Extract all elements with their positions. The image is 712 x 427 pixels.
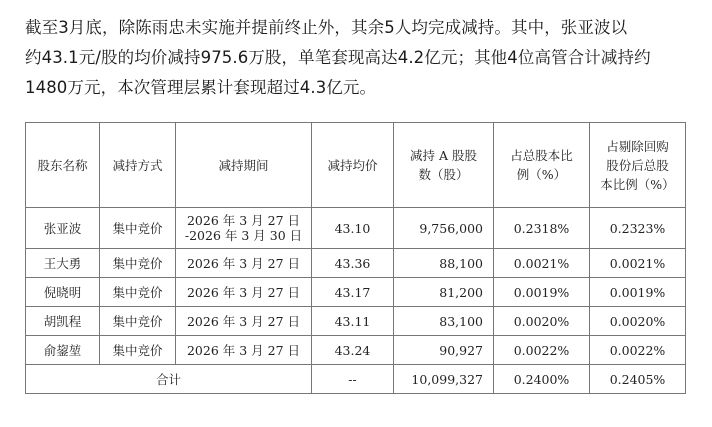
cell-ratio: 0.0019% (494, 278, 590, 307)
reduction-table-container (25, 122, 685, 394)
cell-total-label: 合计 (26, 365, 312, 394)
header-shareholder-name: 股东名称 (26, 123, 100, 208)
cell-total-adjusted-ratio: 0.2405% (590, 365, 686, 394)
table-header-row (26, 123, 686, 208)
header-adjusted-ratio: 占剔除回购 股份后总股 本比例（%） (590, 123, 686, 208)
cell-ratio: 0.0022% (494, 336, 590, 365)
table-total-row (26, 365, 686, 394)
cell-adjusted-ratio: 0.0020% (590, 307, 686, 336)
cell-adjusted-ratio: 0.0022% (590, 336, 686, 365)
cell-shares: 81,200 (394, 278, 494, 307)
cell-adjusted-ratio: 0.0019% (590, 278, 686, 307)
cell-adjusted-ratio: 0.2323% (590, 208, 686, 249)
cell-shares: 83,100 (394, 307, 494, 336)
cell-price: 43.11 (312, 307, 394, 336)
cell-period: 2026 年 3 月 27 日 (176, 307, 312, 336)
shareholding-reduction-table (25, 122, 686, 394)
table-row (26, 278, 686, 307)
table-row (26, 208, 686, 249)
cell-shares: 90,927 (394, 336, 494, 365)
header-reduction-method: 减持方式 (100, 123, 176, 208)
table-row (26, 307, 686, 336)
header-total-share-ratio: 占总股本比 例（%） (494, 123, 590, 208)
cell-shares: 9,756,000 (394, 208, 494, 249)
cell-method: 集中竞价 (100, 249, 176, 278)
cell-method: 集中竞价 (100, 278, 176, 307)
cell-price: 43.36 (312, 249, 394, 278)
cell-name: 张亚波 (26, 208, 100, 249)
cell-price: 43.17 (312, 278, 394, 307)
cell-method: 集中竞价 (100, 307, 176, 336)
table-row (26, 336, 686, 365)
cell-method: 集中竞价 (100, 208, 176, 249)
cell-name: 俞鋆堃 (26, 336, 100, 365)
table-row (26, 249, 686, 278)
cell-name: 胡凯程 (26, 307, 100, 336)
cell-ratio: 0.0020% (494, 307, 590, 336)
cell-period: 2026 年 3 月 27 日 -2026 年 3 月 30 日 (176, 208, 312, 249)
cell-name: 王大勇 (26, 249, 100, 278)
cell-adjusted-ratio: 0.0021% (590, 249, 686, 278)
cell-period: 2026 年 3 月 27 日 (176, 278, 312, 307)
header-average-price: 减持均价 (312, 123, 394, 208)
paragraph-line-2: 约43.1元/股的均价减持975.6万股，单笔套现高达4.2亿元；其他4位高管合计减持约 (25, 48, 651, 67)
cell-ratio: 0.0021% (494, 249, 590, 278)
cell-price: 43.10 (312, 208, 394, 249)
header-shares-reduced: 减持 A 股股 数（股） (394, 123, 494, 208)
cell-ratio: 0.2318% (494, 208, 590, 249)
article-paragraph (25, 13, 705, 103)
paragraph-line-1: 截至3月底，除陈雨忠未实施并提前终止外，其余5人均完成减持。其中，张亚波以 (25, 18, 628, 37)
cell-period: 2026 年 3 月 27 日 (176, 249, 312, 278)
cell-shares: 88,100 (394, 249, 494, 278)
header-reduction-period: 减持期间 (176, 123, 312, 208)
cell-total-price: -- (312, 365, 394, 394)
cell-total-shares: 10,099,327 (394, 365, 494, 394)
cell-period: 2026 年 3 月 27 日 (176, 336, 312, 365)
cell-name: 倪晓明 (26, 278, 100, 307)
cell-total-ratio: 0.2400% (494, 365, 590, 394)
cell-price: 43.24 (312, 336, 394, 365)
cell-method: 集中竞价 (100, 336, 176, 365)
paragraph-line-3: 1480万元，本次管理层累计套现超过4.3亿元。 (25, 78, 377, 97)
